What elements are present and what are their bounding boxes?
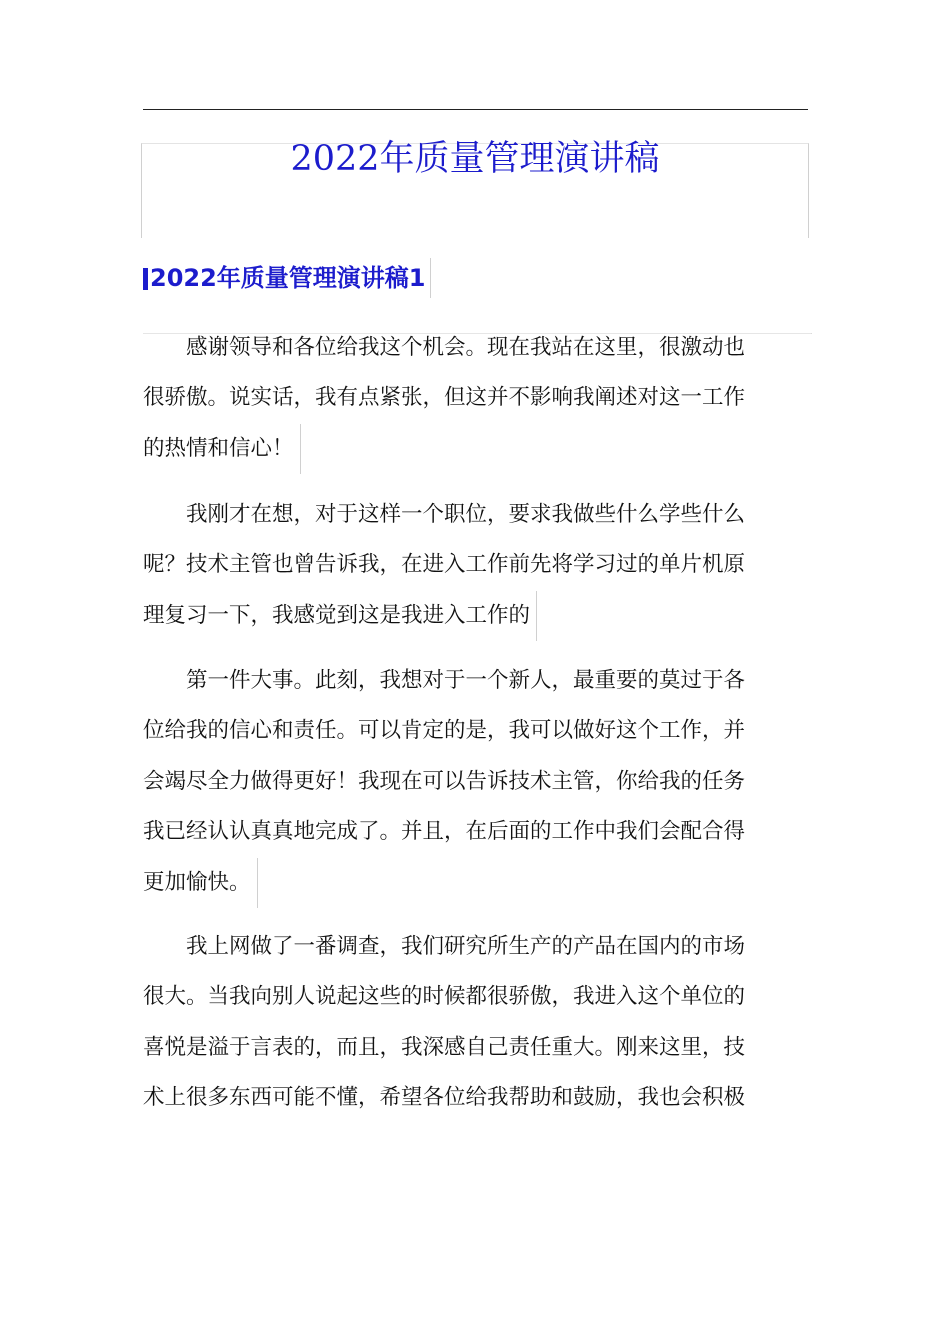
- paragraph-2: [143, 490, 811, 641]
- paragraph-line: 我上网做了一番调查，我们研究所生产的产品在国内的市场: [186, 934, 746, 959]
- paragraph-1: [143, 323, 811, 474]
- section-heading-text: 2022年质量管理演讲稿1: [150, 264, 426, 292]
- paragraph-4: [143, 922, 811, 1124]
- paragraph-line: 很大。当我向别人说起这些的时候都很骄傲，我进入这个单位的: [143, 984, 746, 1010]
- paragraph-line: 我刚才在想，对于这样一个职位，要求我做些什么学些什么: [186, 502, 746, 527]
- top-horizontal-rule: [143, 109, 808, 110]
- paragraph-line: 的热情和信心！: [143, 424, 301, 474]
- paragraph-line: 喜悦是溢于言表的，而且，我深感自己责任重大。刚来这里，技: [143, 1034, 746, 1060]
- section-heading: [143, 258, 431, 298]
- paragraph-line: 第一件大事。此刻，我想对于一个新人，最重要的莫过于各: [186, 668, 746, 693]
- paragraph-line: 位给我的信心和责任。可以肯定的是，我可以做好这个工作，并: [143, 718, 746, 744]
- paragraph-line: 我已经认认真真地完成了。并且，在后面的工作中我们会配合得: [143, 819, 746, 845]
- paragraph-line: 感谢领导和各位给我这个机会。现在我站在这里，很激动也: [186, 335, 746, 360]
- paragraph-line: 术上很多东西可能不懂，希望各位给我帮助和鼓励，我也会积极: [143, 1085, 746, 1111]
- paragraph-3: [143, 656, 811, 908]
- paragraph-line: 理复习一下，我感觉到这是我进入工作的: [143, 591, 537, 641]
- paragraph-line: 呢？技术主管也曾告诉我，在进入工作前先将学习过的单片机原: [143, 552, 746, 578]
- paragraph-line: 更加愉快。: [143, 858, 258, 908]
- document-title: 2022年质量管理演讲稿: [290, 139, 660, 179]
- paragraph-line: 很骄傲。说实话，我有点紧张，但这并不影响我阐述对这一工作: [143, 385, 746, 411]
- heading-marker: [143, 268, 148, 290]
- paragraph-line: 会竭尽全力做得更好！我现在可以告诉技术主管，你给我的任务: [143, 768, 746, 794]
